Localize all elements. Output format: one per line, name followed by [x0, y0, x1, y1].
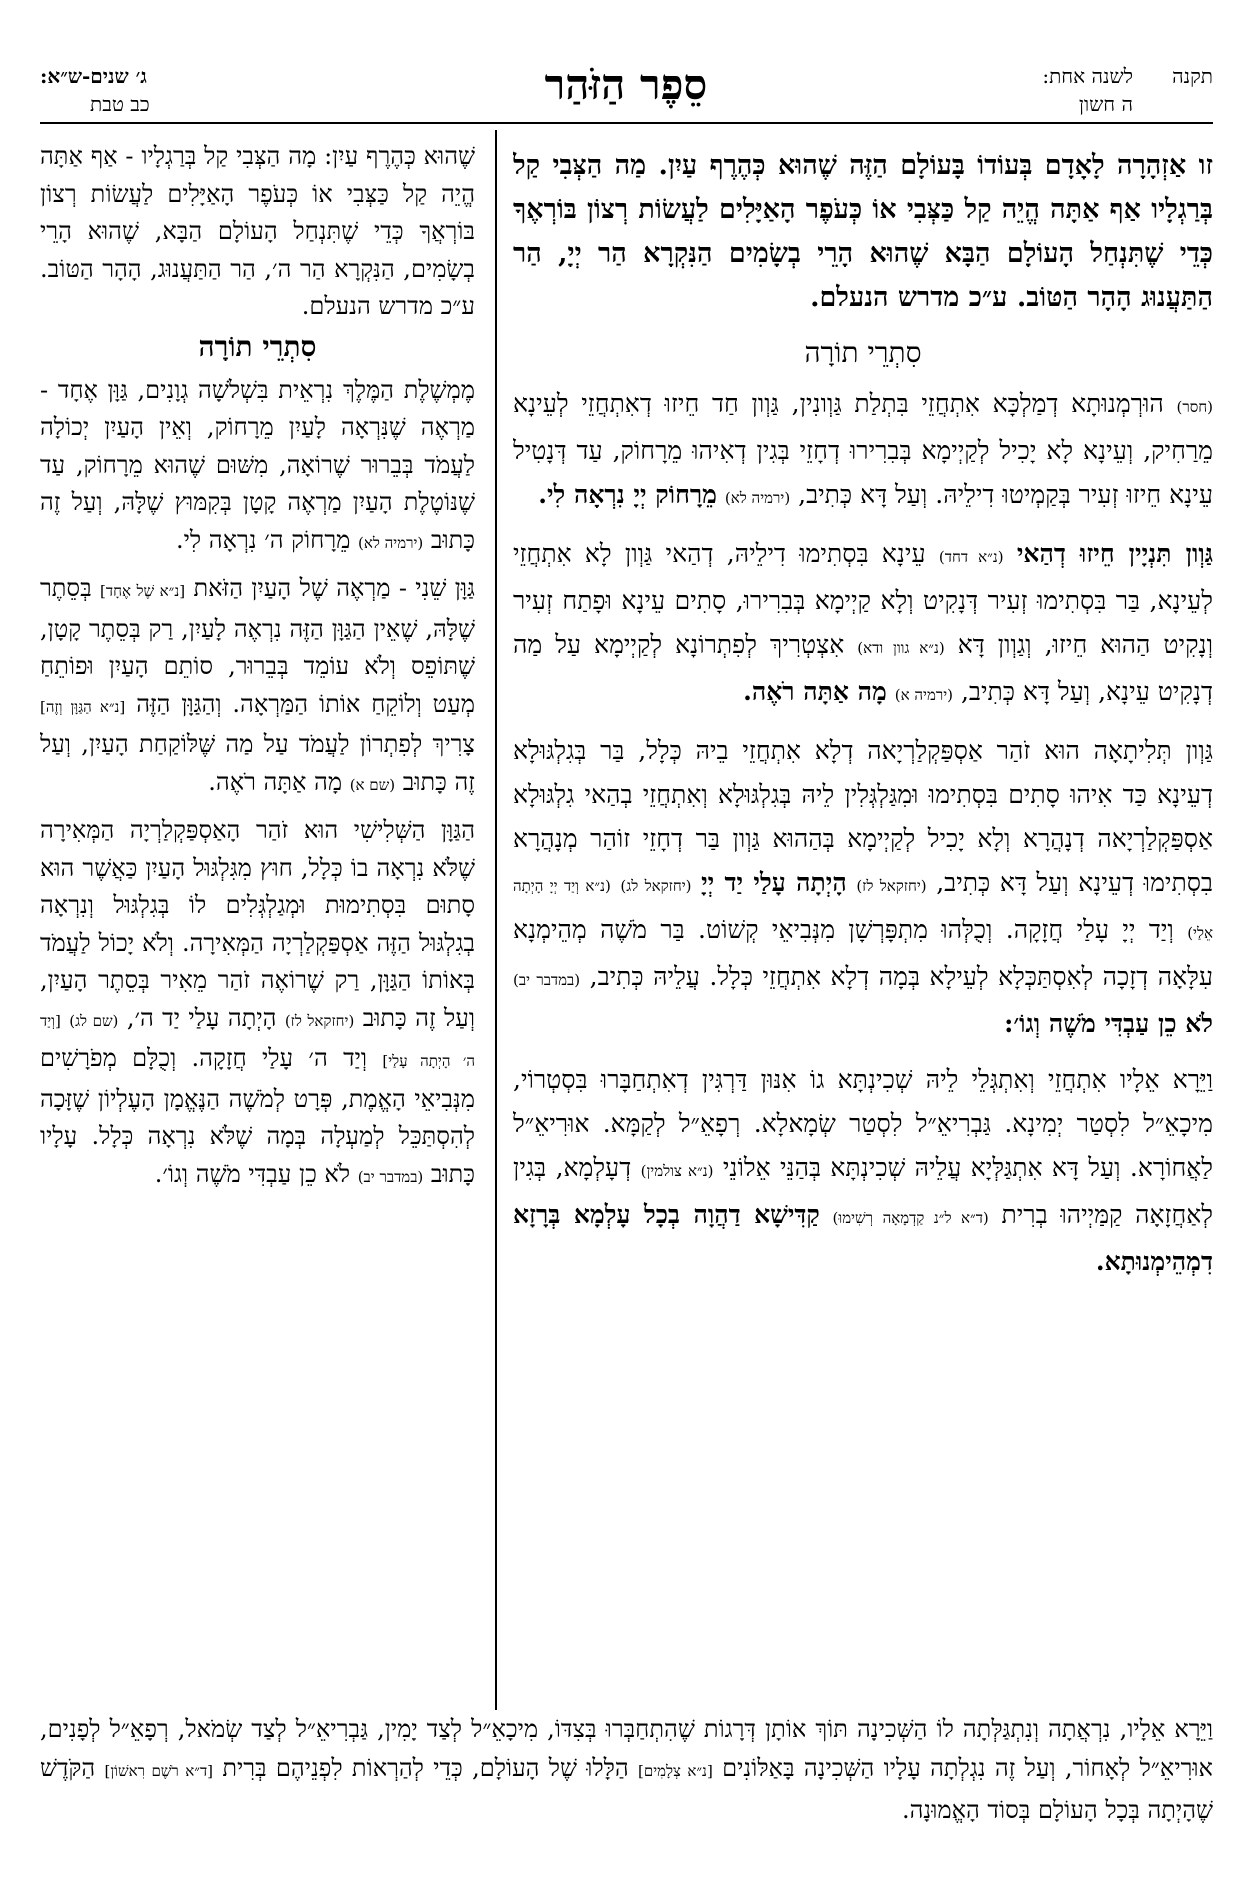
header-takana: תקנה — [1172, 64, 1213, 88]
side-paragraph-2: גַּוָּן שֵׁנִי - מַרְאֶה שֶׁל הָעַיִן הַזֹּאת [נ״א שֶׁל אֶחָד] בְּסֵתֶר שֶׁלָּהּ, שֶׁאֵין הַגַּוָּן הַזֶּה נִרְאֶה לָעַיִן, רַק בְּסֵתֶר קָטָן, שֶׁתּוֹפֵס וְלֹא עוֹמֵד בְּבֵרוּר, סוֹתֵם הָעַיִן וּפוֹתֵחַ מְעַט וְלוֹקֵחַ אוֹתוֹ הַמַּרְאָה. וְהַגַּוָּן הַזֶּה [נ״א הַגַּוָּן וְזֶה] צָרִיךְ לְפִתְרוֹן לַעֲמֹד עַל מַה שֶּׁלּוֹקַחַת הָעַיִן, וְעַל זֶה כָּתוּב (שם א) מָה אַתָּה רֹאֶה. — [40, 574, 475, 796]
zohar-page — [40, 30, 1213, 1854]
page-title: סֵפֶר הַזֹּהַר — [544, 60, 708, 109]
main-intro: זו אַזְהָרָה לָאָדָם בְּעוֹדוֹ בָּעוֹלָם הַזֶּה שֶׁהוּא כְּהֶרֶף עַיִן. מַה הַצְּבִי קַל בְּרַגְלָיו אַף אַתָּה הֱיֵה קַל כַּצְּבִי אוֹ כְּעֹפֶר הָאַיָּלִים לַעֲשׂוֹת רְצוֹן בּוֹרְאֶךָ כְּדֵי שֶׁתִּנְחַל הָעוֹלָם הַבָּא שֶׁהוּא הָרֵי בְשָׂמִים הַנִּקְרָא הַר יְיָ, הַר הַתַּעֲנוּג הָהָר הַטּוֹב. ע״כ מדרש הנעלם. — [513, 150, 1213, 313]
header-date: ה חשון — [1078, 92, 1133, 116]
column-divider — [495, 130, 497, 1710]
main-paragraph-2: גַּוְון תִּנְיָין חֵיזוּ דְהַאי (נ״א דחד) עֵינָא בִּסְתִימוּ דִילֵיהּ, דְהַאי גַּוְון לָא אִתְחֲזֵי לְעֵינָא, בַּר בִּסְתִימוּ זְעִיר דְּנָקִיט וְלָא קַיְימָא בְּבִרִירוּ, סָתִים עֵינָא וּפָתַח זְעִיר וְנָקִיט הַהוּא חֵיזוּ, וְגַוְון דָּא (נ״א גוון ודא) אִצְטְרִיךְ לְפִתְרוֹנָא לְקַיְימָא עַל מַה דְנָקִיט עֵינָא, וְעַל דָּא כְּתִיב, (ירמיה א) מָה אַתָּה רֹאֶה. — [513, 539, 1213, 706]
main-paragraph-4: וַיֵּרָא אֵלָיו אִתְחֲזֵי וְאִתְגְּלֵי לֵיהּ שְׁכִינְתָּא גוֹ אִנּוּן דַּרְגִּין דְאִתְחַבָּרוּ בִּסְטְרוֹי, מִיכָאֵ״ל לִסְטַר יְמִינָא. גַּבְרִיאֵ״ל לִסְטַר שְׂמָאלָא. רְפָאֵ״ל לְקַמָּא. אוּרִיאֵ״ל לַאֲחוֹרָא. וְעַל דָּא אִתְגַּלְּיָא עֲלֵיהּ שְׁכִינְתָּא בְּהַנֵּי אֵלוֹנֵי (נ״א צולמין) דְעָלְמָא, בְּגִין לְאַחֲזָאָה קַמַּיְיהוּ בְרִית (ד״א ל״נ קַדְמָאָה רְשִׁימוּ) קַדִּישָׁא דַהֲוָה בְכָל עָלְמָא בְּרָזָא דִמְהֵימְנוּתָא. — [513, 1065, 1213, 1276]
header-year-label: לשנה אחת: — [1042, 64, 1133, 88]
page-header — [40, 60, 1213, 130]
main-paragraph-1: (חסר) הוּרְמְנוּתָא דְמַלְכָּא אִתְחֲזֵי בִּתְלַת גַּוְונִין, גַּוְון חַד חֵיזוּ דְאִתְחֲזֵי לְעֵינָא מֵרַחִיק, וְעֵינָא לָא יָכִיל לְקַיְימָא בְּבִרִירוּ דְחָזֵי בְּגִין דְאִיהוּ מֵרָחוֹק, עַד דְּנָטִיל עֵינָא חֵיזוּ זְעִיר בְּקַמְיטוּ דִילֵיהּ. וְעַל דָּא כְּתִיב, (ירמיה לא) מֵרָחוֹק יְיָ נִרְאָה לִי. — [513, 389, 1213, 509]
side-intro: שֶׁהוּא כְּהֶרֶף עַיִן: מָה הַצְּבִי קַל בְּרַגְלָיו - אַף אַתָּה הֱיֵה קַל כַּצְּבִי אוֹ כְּעֹפֶר הָאַיָּלִים לַעֲשׂוֹת רְצוֹן בּוֹרְאֲךָ כְּדֵי שֶׁתִּנְחַל הָעוֹלָם הַבָּא, שֶׁהוּא הָרֵי בְשָׂמִים, הַנִּקְרָא הַר ה׳, הַר הַתַּעֲנוּג, הָהָר הַטּוֹב. ע״כ מדרש הנעלם. — [40, 142, 475, 320]
header-rule — [40, 122, 1213, 124]
bottom-paragraph: וַיֵּרָא אֵלָיו, נִרְאֲתָה וְנִתְגַּלְּתָה לוֹ הַשְּׁכִינָה תּוֹךְ אוֹתָן דְּרָגוֹת שֶׁהִתְחַבְּרוּ בְּצִדּוֹ, מִיכָאֵ״ל לְצַד יָמִין, גַּבְרִיאֵ״ל לְצַד שְׂמֹאל, רְפָאֵ״ל לְפָנִים, אוּרִיאֵ״ל לְאָחוֹר, וְעַל זֶה נִגְלְתָה עָלָיו הַשְּׁכִינָה בָּאַלּוֹנִים [נ״א צְלָמִים] הַלָּלוּ שֶׁל הָעוֹלָם, כְּדֵי לְהַרְאוֹת לִפְנֵיהֶם בְּרִית [ד״א רֹשֶׁם רִאשׁוֹן] הַקֹּדֶשׁ שֶׁהָיְתָה בְּכָל הָעוֹלָם בְּסוֹד הָאֱמוּנָה. — [40, 1715, 1213, 1824]
side-column — [40, 130, 475, 1700]
main-column — [513, 130, 1213, 1700]
main-paragraph-3: גַּוְון תְּלִיתָאָה הוּא זֹהַר אַסְפַּקְלַרְיָאה דְלָא אִתְחֲזֵי בֵיהּ כְּלָל, בַּר בְּגִלְגּוּלָא דְעֵינָא כַּד אִיהוּ סָתִים בִּסְתִימוּ וּמִגַּלְגְּלִין לֵיהּ בְּגִלְגּוּלָא וְאִתְחֲזֵי בְהַאי גִלְגּוּלָא אַסְפַּקְלַרְיָאה דְנָהֲרָא וְלָא יָכִיל לְקַיְימָא בְּהַהוּא גַּוְון בַּר דְחָזֵי זוֹהַר מְנָהֲרָא בִסְתִימוּ דְעֵינָא וְעַל דָּא כְּתִיב, (יחזקאל לז) הָיְתָה עָלַי יַד יְיָ (יחזקאל לג) (נ״א וְיַד יְיָ הָיְתָה אֵלַי) וְיַד יְיָ עָלַי חֲזָקָה. וְכֻלְּהוּ מִתְפָּרְשָׁן מִנְּבִיאֵי קְשׁוֹט. בַּר מֹשֶׁה מְהֵימְנָא עִלָּאָה דְזָכָה לְאִסְתַּכְּלָא לְעֵילָא בְּמָה דְלָא אִתְחֲזֵי כְּלָל. עֲלֵיהּ כְּתִיב, (במדבר יב) לֹא כֵן עַבְדִּי מֹשֶׁה וְגוֹ׳: — [513, 736, 1213, 1038]
header-right — [913, 60, 1213, 120]
side-paragraph-1: מֶמְשֶׁלֶת הַמֶּלֶךְ נִרְאֵית בִּשְׁלֹשָׁה גְוָנִים, גַּוָּן אֶחָד - מַרְאֶה שֶׁנִּרְאָה לָעַיִן מֵרָחוֹק, וְאֵין הָעַיִן יְכוֹלָה לַעֲמֹד בְּבֵרוּר שֶׁרוֹאָה, מִשּׁוּם שֶׁהוּא מֵרָחוֹק, עַד שֶׁנּוֹטֶלֶת הָעַיִן מַרְאֶה קָטָן בְּקִמּוּץ שֶׁלָּהּ, וְעַל זֶה כָּתוּב (ירמיה לא) מֵרָחוֹק ה׳ נִרְאָה לִי. — [40, 375, 475, 554]
side-paragraph-3: הַגַּוָּן הַשְּׁלִישִׁי הוּא זֹהַר הָאַסְפַּקְלַרְיָה הַמְּאִירָה שֶׁלֹּא נִרְאָה בוֹ כְּלָל, חוּץ מִגִּלְגּוּל הָעַיִן כַּאֲשֶׁר הוּא סָתוּם בִּסְתִימוּת וּמְגַלְגְּלִים לוֹ בְּגִלְגּוּל וְנִרְאָה בְגִלְגּוּל הַזֶּה אַסְפַּקְלַרְיָה הַמְּאִירָה. וְלֹא יָכוֹל לַעֲמֹד בְּאוֹתוֹ הַגַּוָּן, רַק שֶׁרוֹאֶה זֹהַר מֵאִיר בְּסֵתֶר הָעַיִן, וְעַל זֶה כָּתוּב (יחזקאל לז) הָיְתָה עָלַי יַד ה׳, (שם לג) [וְיַד ה׳ הָיְתָה עָלַי] וְיַד ה׳ עָלַי חֲזָקָה. וְכֻלָּם מְפֹרָשִׁים מִנְּבִיאֵי הָאֱמֶת, פְּרָט לְמֹשֶׁה הַנֶּאֱמָן הָעֶלְיוֹן שֶׁזָּכָה לְהִסְתַּכֵּל לְמַעְלָה בְּמָה שֶׁלֹּא נִרְאָה כְּלָל. עָלָיו כָּתוּב (במדבר יב) לֹא כֵן עַבְדִּי מֹשֶׁה וְגוֹ׳. — [40, 816, 475, 1188]
bottom-translation — [40, 1710, 1213, 1830]
header-cycle: ג׳ שנים-ש״א: — [40, 64, 147, 88]
header-cycle-date: כב טבת — [90, 92, 150, 116]
main-section-title: סִתְרֵי תוֹרָה — [804, 336, 922, 369]
side-section-title: סִתְרֵי תוֹרָה — [198, 329, 317, 363]
header-left — [40, 60, 280, 120]
